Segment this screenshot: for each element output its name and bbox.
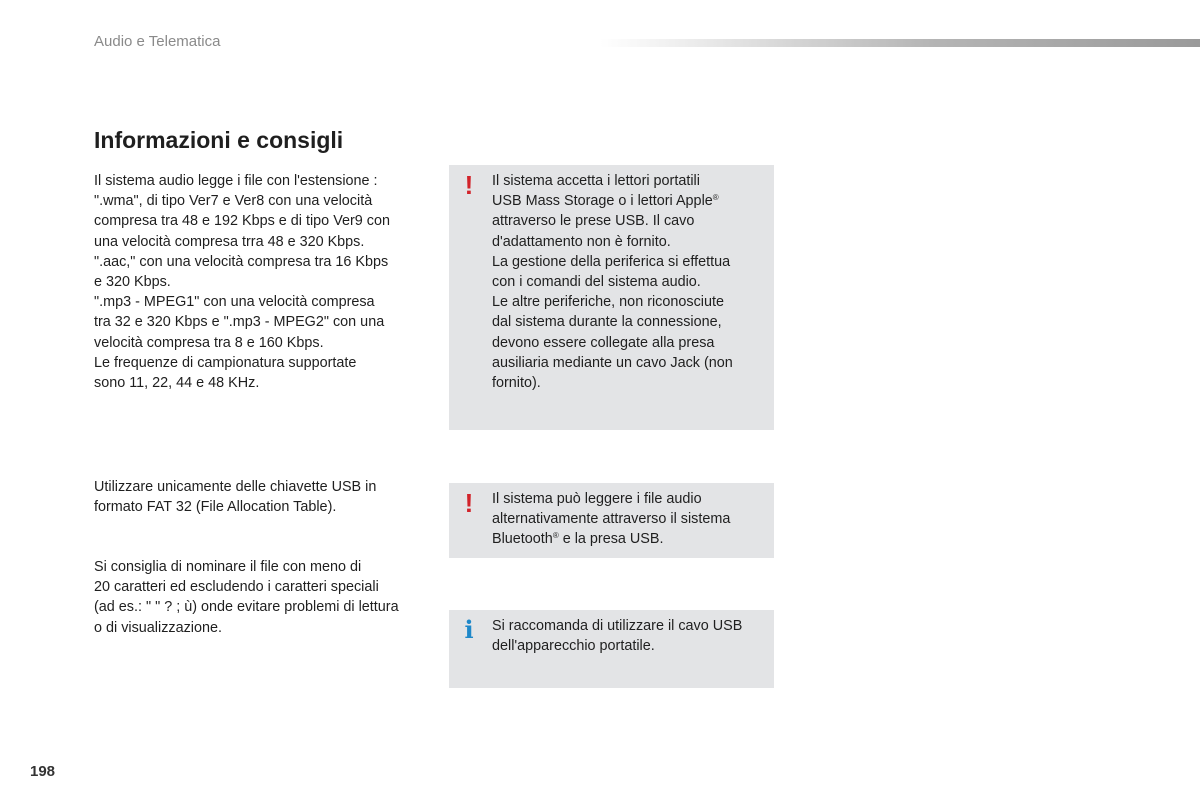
text-line: tra 32 e 320 Kbps e ".mp3 - MPEG2" con una <box>94 314 385 331</box>
info-note-usb-cable <box>449 610 774 688</box>
text-line: dal sistema durante la connessione, <box>492 314 722 331</box>
text-line: fornito). <box>492 375 541 392</box>
header-bar <box>600 39 1200 47</box>
text-line: con i comandi del sistema audio. <box>492 274 701 291</box>
text-line: ausiliaria mediante un cavo Jack (non <box>492 354 733 371</box>
text-line: Le frequenze di campionatura supportate <box>94 354 357 371</box>
text-line: La gestione della periferica si effettua <box>492 253 731 270</box>
note-text <box>492 489 762 550</box>
text-line: Il sistema accetta i lettori portatili <box>492 173 700 189</box>
text-line: Le altre periferiche, non riconosciute <box>492 294 724 311</box>
left-paragraph-2 <box>94 477 429 517</box>
section-header: Audio e Telematica <box>94 33 221 50</box>
text-line: attraverso le prese USB. Il cavo <box>492 213 695 230</box>
text-line: formato FAT 32 (File Allocation Table). <box>94 499 337 516</box>
text-line: devono essere collegate alla presa <box>492 334 715 351</box>
text-line <box>492 191 762 211</box>
text-line: (ad es.: " " ? ; ù) onde evitare problemi di lettura <box>94 599 399 616</box>
text-line: Si consiglia di nominare il file con meno di <box>94 559 362 575</box>
text-line: e 320 Kbps. <box>94 274 171 291</box>
text-line: alternativamente attraverso il sistema <box>492 511 731 528</box>
text-line: Si raccomanda di utilizzare il cavo USB <box>492 618 743 634</box>
text-segment: USB Mass Storage o i lettori Apple <box>492 193 713 210</box>
text-line: una velocità compresa trra 48 e 320 Kbps. <box>94 233 365 250</box>
page-number: 198 <box>30 763 56 780</box>
text-line: dell'apparecchio portatile. <box>492 638 655 655</box>
registered-mark: ® <box>712 193 719 203</box>
text-segment: e la presa USB. <box>558 531 664 548</box>
info-icon: i <box>464 615 474 644</box>
note-text <box>492 171 762 393</box>
text-segment: Bluetooth <box>492 531 553 548</box>
page-title: Informazioni e consigli <box>94 127 344 153</box>
text-line: ".wma", di tipo Ver7 e Ver8 con una velocità <box>94 193 373 210</box>
warning-icon: ! <box>464 170 474 200</box>
warning-note-usb <box>449 165 774 430</box>
text-line: compresa tra 48 e 192 Kbps e di tipo Ver9 con <box>94 213 390 230</box>
text-line: Il sistema può leggere i file audio <box>492 491 702 507</box>
text-line: Il sistema audio legge i file con l'estensione : <box>94 173 378 189</box>
registered-mark: ® <box>552 531 559 541</box>
text-line: sono 11, 22, 44 e 48 KHz. <box>94 375 260 392</box>
left-paragraph-3 <box>94 557 429 638</box>
text-line <box>492 529 762 549</box>
text-line: velocità compresa tra 8 e 160 Kbps. <box>94 334 324 351</box>
warning-icon: ! <box>464 488 474 518</box>
warning-note-bluetooth <box>449 483 774 558</box>
text-line: Utilizzare unicamente delle chiavette USB in <box>94 479 377 495</box>
text-line: d'adattamento non è fornito. <box>492 233 671 250</box>
text-line: 20 caratteri ed escludendo i caratteri speciali <box>94 579 379 596</box>
left-paragraph-1 <box>94 171 429 393</box>
text-line: o di visualizzazione. <box>94 619 222 636</box>
text-line: ".aac," con una velocità compresa tra 16 Kbps <box>94 253 389 270</box>
note-text <box>492 616 762 656</box>
text-line: ".mp3 - MPEG1" con una velocità compresa <box>94 294 375 311</box>
